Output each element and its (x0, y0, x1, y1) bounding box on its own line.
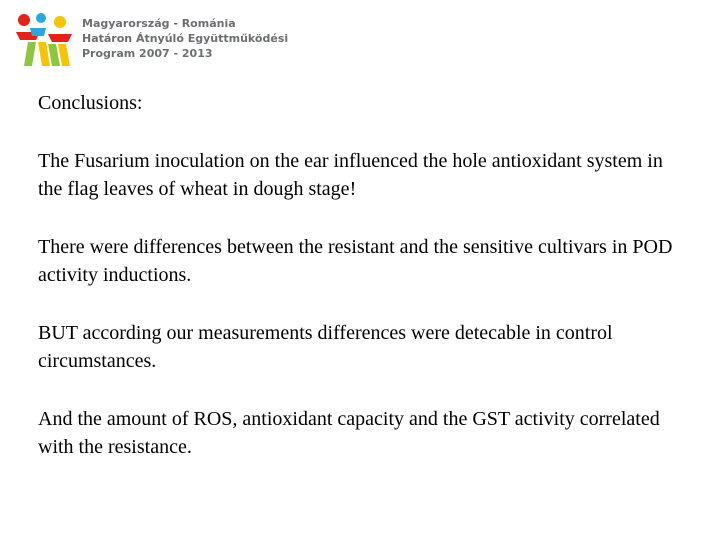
conclusion-paragraph-4: And the amount of ROS, antioxidant capacity and the GST activity correlated with the resistance. (38, 408, 660, 458)
program-logo-text (82, 16, 288, 61)
logo-line-3: Program 2007 - 2013 (82, 47, 213, 60)
logo-line-1: Magyarország - Románia (82, 17, 236, 30)
logo-line-2: Határon Átnyúló Együttműködési (82, 32, 289, 45)
conclusion-paragraph-1: The Fusarium inoculation on the ear influenced the hole antioxidant system in the flag leaves of wheat in dough stage! (38, 150, 663, 200)
program-logo-icon (14, 12, 74, 68)
slide-heading: Conclusions: (38, 92, 143, 114)
conclusion-paragraph-3: BUT according our measurements differences were detecable in control circumstances. (38, 322, 613, 372)
conclusion-paragraph-2: There were differences between the resistant and the sensitive cultivars in POD activity inductions. (38, 236, 673, 286)
slide-body (38, 89, 678, 491)
program-logo (14, 12, 289, 68)
